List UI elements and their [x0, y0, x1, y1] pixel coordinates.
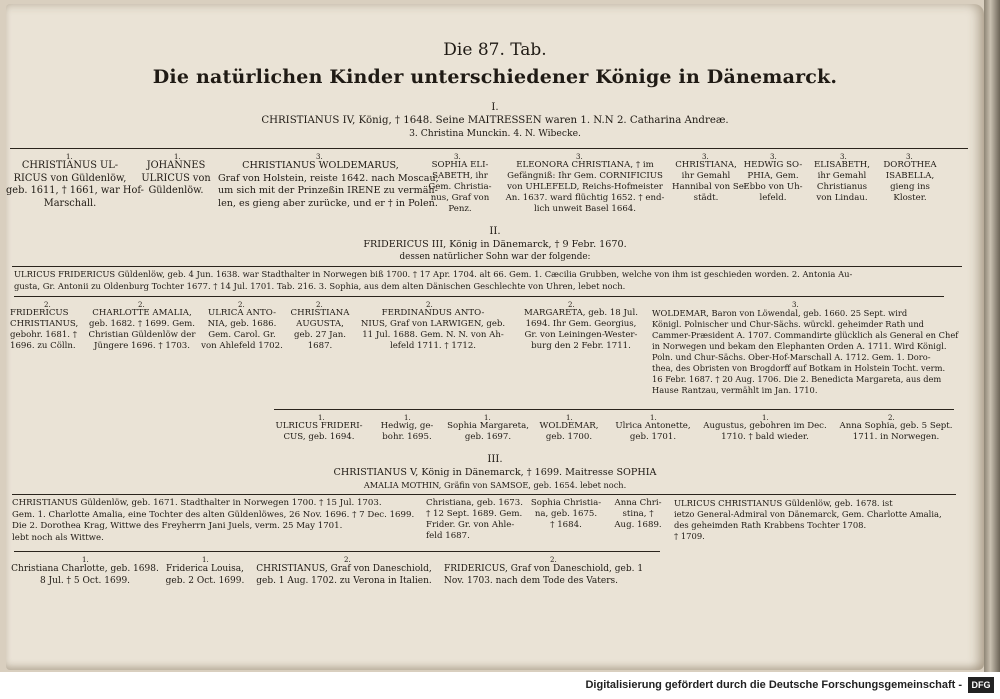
section-1-head-line2: 3. Christina Munckin. 4. N. Wibecke.: [409, 128, 581, 139]
child-number: 3.: [454, 153, 461, 161]
funding-notice: Digitalisierung gefördert durch die Deutsche Forschungsgemeinschaft -: [585, 679, 962, 691]
child-number: 3.: [770, 153, 777, 161]
child-entry: JOHANNES ULRICUS von Güldenlöw.: [141, 160, 211, 196]
section-2-number: II.: [489, 226, 501, 237]
grandchild-entry: ULRICUS FRIDERI- CUS, geb. 1694.: [275, 421, 363, 442]
grandchild-entry: WOLDEMAR, geb. 1700.: [539, 421, 599, 442]
section-1-number: I.: [491, 102, 499, 113]
book-page: [6, 4, 984, 670]
child-number: 1.: [762, 414, 769, 422]
christianus-children-bracket: [14, 551, 660, 552]
grandchild-entry: Christiana Charlotte, geb. 1698. 8 Jul. † 5 Oct. 1699.: [11, 564, 159, 586]
child-entry: DOROTHEA ISABELLA, gieng ins Kloster.: [883, 160, 937, 203]
section-3-head-line1: CHRISTIANUS V, König in Dänemarck, † 1699. Maitresse SOPHIA: [333, 467, 657, 478]
ulricus-christianus-entry: ULRICUS CHRISTIANUS Güldenlöw, geb. 1678. ist ietzo General-Admiral von Dänemarck, Gem. Charlotte Amalia, des geheimden Rath Krabbens Tochter 1708. † 1709.: [674, 498, 942, 541]
child-entry: FRIDERICUS CHRISTIANUS, gebohr. 1681. † 1696. zu Cölln.: [10, 308, 79, 351]
woldemar-entry: WOLDEMAR, Baron von Löwendal, geb. 1660. 25 Sept. wird Königl. Polnischer und Chur-Sächs. würckl. geheimder Rath und Cammer-Præsident A. 1707. Commandirte glücklich als General en Chef in Norwegen und bekam den Elephanten Orden A. 1711. Wird Königl. Poln. und Chur-Sächs. Ober-Hof-Marschall A. 1712. Gem. 1. Doro- thea, des Obristen von Brogdorff auf Botkam in Holstein Tocht. verm. 16 Febr. 1687. † 20 Aug. 1706. Die 2. Benedicta Margareta, aus dem Hause Rantzau, vermählt im Jan. 1710.: [652, 308, 959, 395]
child-number: 2.: [138, 301, 145, 309]
child-entry: Christiana, geb. 1673. † 12 Sept. 1689. Gem. Frider. Gr. von Ahle- feld 1687.: [426, 498, 523, 541]
child-entry: CHRISTIANA AUGUSTA, geb. 27 Jan. 1687.: [290, 308, 350, 351]
book-edge: [984, 0, 1000, 680]
page-title: Die natürlichen Kinder unterschiedener Könige in Dänemarck.: [152, 66, 838, 88]
child-number: 1.: [650, 414, 657, 422]
child-number: 2.: [316, 301, 323, 309]
section-2-head-line1: FRIDERICUS III, König in Dänemarck, † 9 Febr. 1670.: [363, 239, 627, 250]
child-number: 2.: [44, 301, 51, 309]
child-entry: FERDINANDUS ANTO- NIUS, Graf von LARWIGEN, geb. 11 Jul. 1688. Gem. N. N. von Ah- lefeld 1711. † 1712.: [360, 308, 506, 351]
child-number: 2.: [344, 556, 351, 564]
ulricus-fridericus-line2: gusta, Gr. Antonii zu Oldenburg Tochter 1677. † 14 Jul. 1701. Tab. 216. 3. Sophia, aus dem alten Dänischen Geschlechte von Uhren, lebet noch.: [14, 281, 626, 291]
child-number: 1.: [566, 414, 573, 422]
child-entry: CHARLOTTE AMALIA, geb. 1682. † 1699. Gem. Christian Güldenlöw der Jüngere 1696. † 1703.: [88, 308, 196, 351]
child-number: 2.: [550, 556, 557, 564]
table-number: Die 87. Tab.: [443, 40, 547, 60]
grandchild-entry: Sophia Margareta, geb. 1697.: [447, 421, 529, 442]
child-entry: CHRISTIANUS UL- RICUS von Güldenlöw, geb. 1611, † 1661, war Hof- Marschall.: [6, 160, 144, 209]
grandchild-entry: FRIDERICUS, Graf von Daneschiold, geb. 1 Nov. 1703. nach dem Tode des Vaters.: [444, 564, 644, 586]
child-number: 2.: [888, 414, 895, 422]
child-number: 3.: [702, 153, 709, 161]
child-entry: ELISABETH, ihr Gemahl Christianus von Lindau.: [813, 160, 870, 203]
section-3-bracket: [12, 494, 956, 495]
christianus-gueldenloew-entry: CHRISTIANUS Güldenlöw, geb. 1671. Stadthalter in Norwegen 1700. † 15 Jul. 1703. Gem. 1. Charlotte Amalia, eine Tochter des alten Güldenlöwes, 26 Nov. 1696. † 7 Dec. 1699. Die 2. Dorothea Krag, Wittwe des Freyherrn Jani Juels, verm. 25 May 1701. lebt noch als Wittwe.: [12, 498, 415, 543]
child-number: 1.: [82, 556, 89, 564]
child-number: 2.: [426, 301, 433, 309]
child-number: 3.: [906, 153, 913, 161]
grandchild-entry: Hedwig, ge- bohr. 1695.: [380, 421, 434, 442]
child-number: 1.: [404, 414, 411, 422]
child-entry: MARGARETA, geb. 18 Jul. 1694. Ihr Gem. Georgius, Gr. von Leiningen-Wester- burg den 2 Febr. 1711.: [524, 308, 638, 351]
child-entry: SOPHIA ELI- SABETH, ihr Gem. Christia- nus, Graf von Penz.: [428, 160, 492, 214]
child-number: 3.: [576, 153, 583, 161]
grandchild-entry: CHRISTIANUS, Graf von Daneschiold, geb. 1 Aug. 1702. zu Verona in Italien.: [256, 564, 432, 586]
child-entry: ULRICA ANTO- NIA, geb. 1686. Gem. Carol. Gr. von Ahlefeld 1702.: [201, 308, 283, 351]
ulricus-children-bracket: [14, 296, 944, 297]
child-entry: CHRISTIANUS WOLDEMARUS, Graf von Holstein, reiste 1642. nach Moscau, um sich mit der Prinzeßin IRENE zu vermäh- len, es gieng aber zurücke, und er † in Polen.: [218, 160, 439, 209]
grandchild-entry: Friderica Louisa, geb. 2 Oct. 1699.: [165, 564, 245, 586]
section-3-number: III.: [487, 454, 503, 465]
dfg-logo: DFG: [968, 677, 994, 693]
child-entry: CHRISTIANA, ihr Gemahl Hannibal von Se- städt.: [672, 160, 747, 203]
woldemar-children-bracket: [274, 409, 954, 410]
grandchild-entry: Ulrica Antonette, geb. 1701.: [615, 421, 691, 442]
section-1-head-line1: CHRISTIANUS IV, König, † 1648. Seine MAITRESSEN waren 1. N.N 2. Catharina Andreæ.: [261, 115, 729, 126]
footer-bar: [0, 672, 1000, 699]
child-entry: Anna Chri- stina, † Aug. 1689.: [614, 498, 662, 530]
child-number: 1.: [318, 414, 325, 422]
child-number: 1.: [484, 414, 491, 422]
child-number: 3.: [792, 301, 799, 309]
child-number: 1.: [174, 153, 181, 161]
section-3-head-line2: AMALIA MOTHIN, Gräfin von SAMSOE, geb. 1654. lebet noch.: [363, 480, 627, 490]
child-number: 3.: [840, 153, 847, 161]
section-2-bracket: [12, 266, 962, 267]
child-entry: HEDWIG SO- PHIA, Gem. Ebbo von Uh- lefeld.: [743, 160, 803, 203]
child-number: 3.: [316, 153, 323, 161]
section-1-bracket: [10, 148, 968, 149]
child-number: 2.: [238, 301, 245, 309]
child-number: 1.: [202, 556, 209, 564]
ulricus-fridericus-line1: ULRICUS FRIDERICUS Güldenlöw, geb. 4 Jun. 1638. war Stadthalter in Norwegen biß 1700. † 17 Apr. 1704. alt 66. Gem. 1. Cæcilia Grubben, welche von ihm ist geschieden worden. 2. Antonia Au-: [14, 269, 853, 279]
section-2-head-line2: dessen natürlicher Sohn war der folgende:: [399, 252, 591, 262]
child-number: 2.: [568, 301, 575, 309]
grandchild-entry: Anna Sophia, geb. 5 Sept. 1711. in Norwegen.: [839, 421, 953, 442]
child-entry: Sophia Christia- na, geb. 1675. † 1684.: [530, 498, 602, 530]
child-number: 1.: [66, 153, 73, 161]
grandchild-entry: Augustus, gebohren im Dec. 1710. † bald wieder.: [703, 421, 827, 442]
child-entry: ELEONORA CHRISTIANA, † im Gefängniß: Ihr Gem. CORNIFICIUS von UHLEFELD, Reichs-Hofmeister An. 1637. ward flüchtig 1652. † end- lich unweit Basel 1664.: [505, 160, 665, 214]
